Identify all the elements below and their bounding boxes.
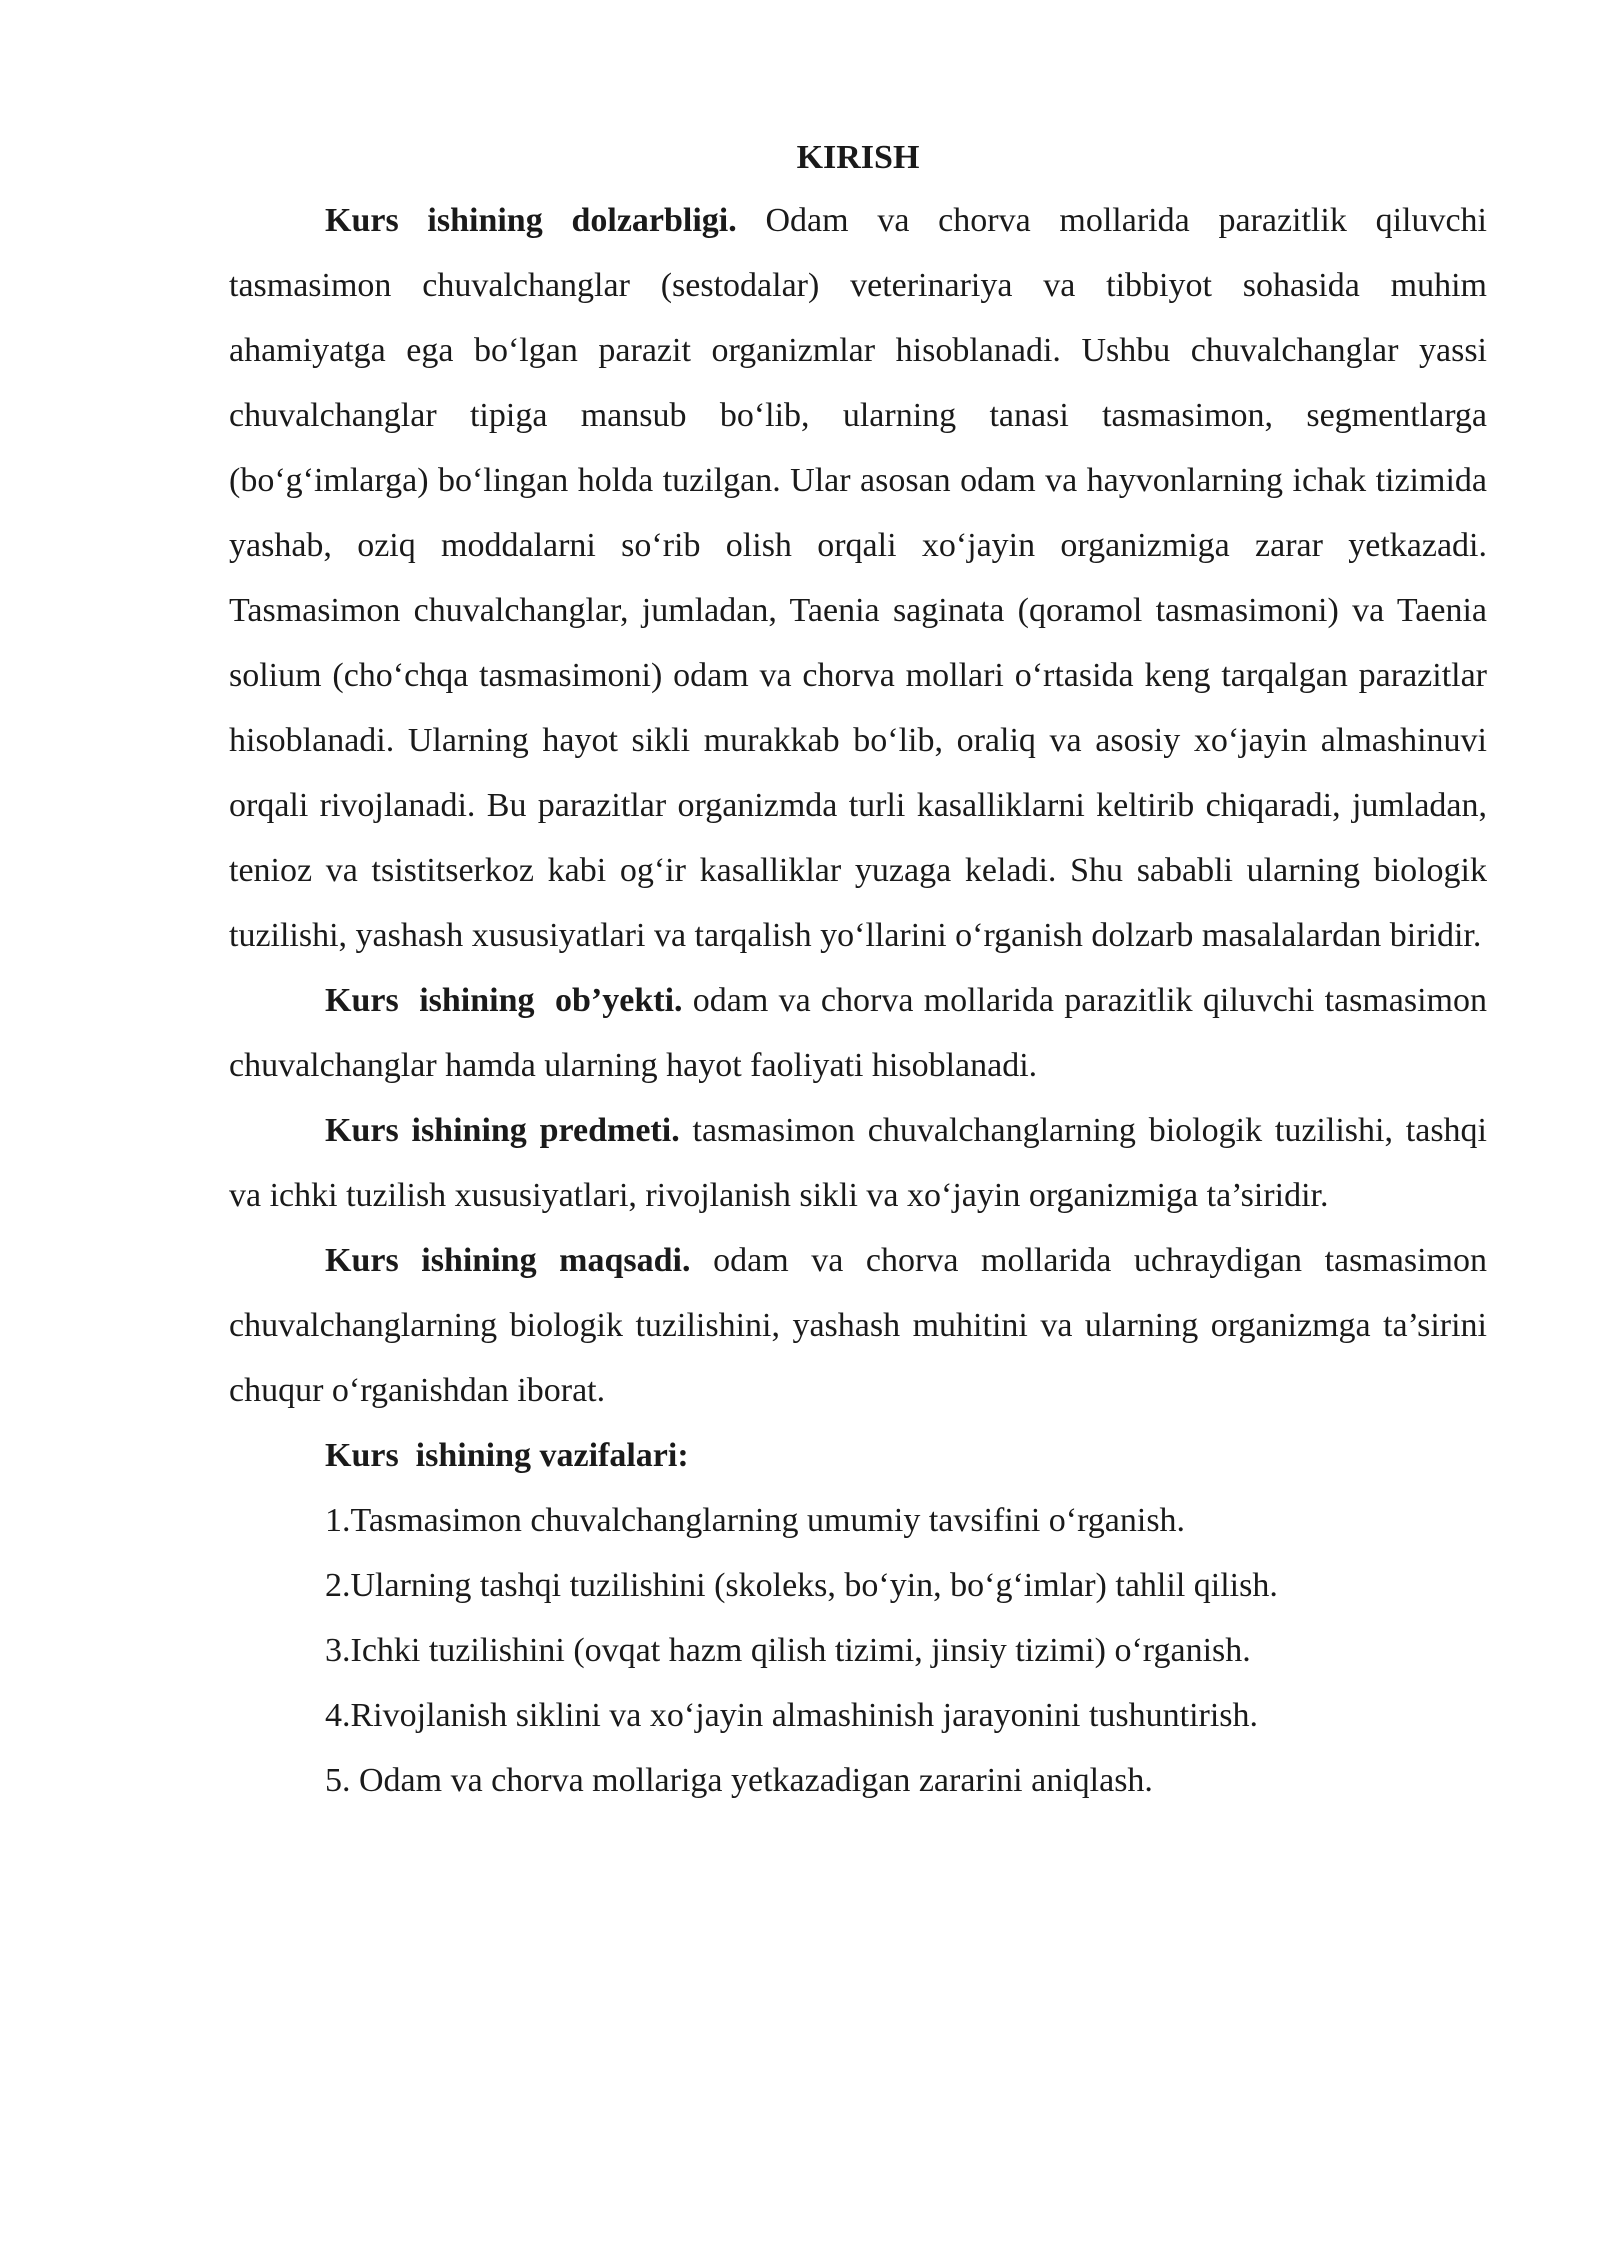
list-item: 2.Ularning tashqi tuzilishini (skoleks, bo‘yin, bo‘g‘imlar) tahlil qilish. bbox=[325, 1567, 1278, 1604]
document-title: KIRISH bbox=[796, 139, 920, 176]
task-list bbox=[229, 1488, 1487, 1813]
paragraph-lead: Kurs ishining predmeti. bbox=[325, 1112, 680, 1149]
paragraph-goal bbox=[229, 1228, 1487, 1423]
tasks-heading: Kurs ishining vazifalari: bbox=[325, 1437, 689, 1474]
paragraph-lead: Kurs ishining maqsadi. bbox=[325, 1242, 691, 1279]
paragraph-text: odam va chorva mollarida uchraydigan tasmasimon chuvalchanglarning biologik tuzilishini, yashash muhitini va ularning organizmga ta’sirini chuqur o‘rganishdan iborat. bbox=[229, 1242, 1487, 1409]
paragraph-text: tasmasimon chuvalchanglarning biologik tuzilishi, tashqi va ichki tuzilish xususiyatlari, rivojlanish sikli va xo‘jayin organizmiga ta’siridir. bbox=[229, 1112, 1487, 1214]
list-item: 3.Ichki tuzilishini (ovqat hazm qilish tizimi, jinsiy tizimi) o‘rganish. bbox=[325, 1632, 1251, 1669]
list-item: 1.Tasmasimon chuvalchanglarning umumiy tavsifini o‘rganish. bbox=[325, 1502, 1186, 1539]
paragraph-object bbox=[229, 968, 1487, 1098]
paragraph-lead: Kurs ishining dolzarbligi. bbox=[325, 202, 737, 239]
paragraph-relevance bbox=[229, 188, 1487, 968]
paragraph-subject bbox=[229, 1098, 1487, 1228]
list-item: 5. Odam va chorva mollariga yetkazadigan zararini aniqlash. bbox=[325, 1762, 1153, 1799]
paragraph-text: Odam va chorva mollarida parazitlik qiluvchi tasmasimon chuvalchanglar (sestodalar) veterinariya va tibbiyot sohasida muhim ahamiyatga ega bo‘lgan parazit organizmlar hisoblanadi. Ushbu chuvalchanglar yassi chuvalchanglar tipiga mansub bo‘lib, ularning tanasi tasmasimon, segmentlarga (bo‘g‘imlarga) bo‘lingan holda tuzilgan. Ular asosan odam va hayvonlarning ichak tizimida yashab, oziq moddalarni so‘rib olish orqali xo‘jayin organizmiga zarar yetkazadi. Tasmasimon chuvalchanglar, jumladan, Taenia saginata (qoramol tasmasimoni) va Taenia solium (cho‘chqa tasmasimoni) odam va chorva mollari o‘rtasida keng tarqalgan parazitlar hisoblanadi. Ularning hayot sikli murakkab bo‘lib, oraliq va asosiy xo‘jayin almashinuvi orqali rivojlanadi. Bu parazitlar organizmda turli kasalliklarni keltirib chiqaradi, jumladan, tenioz va tsistitserkoz kabi og‘ir kasalliklar yuzaga keladi. Shu sababli ularning biologik tuzilishi, yashash xususiyatlari va tarqalish yo‘llarini o‘rganish dolzarb masalalardan biridir. bbox=[229, 202, 1487, 954]
list-item: 4.Rivojlanish siklini va xo‘jayin almashinish jarayonini tushuntirish. bbox=[325, 1697, 1259, 1734]
paragraph-lead: Kurs ishining ob’yekti. bbox=[325, 982, 683, 1019]
paragraph-text: odam va chorva mollarida parazitlik qiluvchi tasmasimon chuvalchanglar hamda ularning hayot faoliyati hisoblanadi. bbox=[229, 982, 1487, 1084]
document-body bbox=[229, 128, 1487, 1813]
